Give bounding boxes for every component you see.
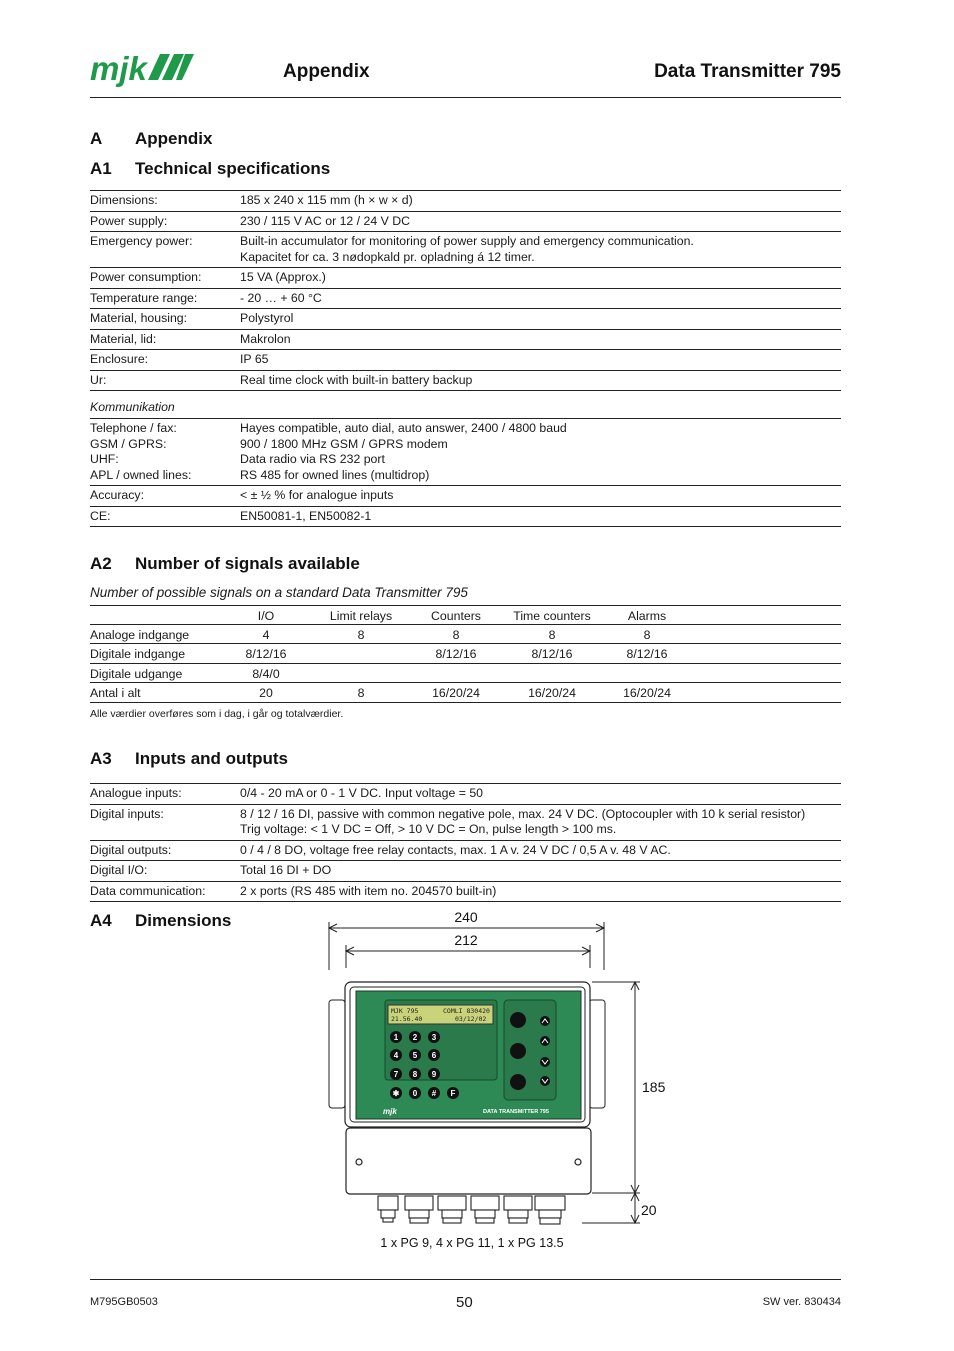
svg-text:9: 9 xyxy=(431,1070,437,1079)
spec-row: Telephone / fax: GSM / GPRS: UHF: APL / owned lines: Hayes compatible, auto dial, auto answer, 2400 / 4800 baud 900 / 1800 MHz GSM / GPRS modem Data radio via RS 232 port RS 485 for owned lines (multidrop) xyxy=(90,418,841,486)
cable-glands xyxy=(378,1196,565,1224)
io-specs-table xyxy=(90,783,841,902)
svg-text:03/12/02: 03/12/02 xyxy=(455,1015,487,1023)
header-rule xyxy=(90,97,841,98)
spec-row: Power consumption: 15 VA (Approx.) xyxy=(90,268,841,289)
signals-caption: Number of possible signals on a standard Data Transmitter 795 xyxy=(90,585,468,600)
svg-text:3: 3 xyxy=(431,1033,437,1042)
table-row: Digitale udgange 8/4/0 xyxy=(90,664,841,684)
svg-text:21.56.40: 21.56.40 xyxy=(391,1015,423,1023)
logo-text: mjk xyxy=(90,50,147,87)
spec-row: Material, housing: Polystyrol xyxy=(90,309,841,330)
spec-row: Data communication: 2 x ports (RS 485 with item no. 204570 built-in) xyxy=(90,882,841,903)
comm-heading: Kommunikation xyxy=(90,400,175,414)
svg-text:4: 4 xyxy=(393,1051,399,1060)
spec-row: Accuracy: < ± ½ % for analogue inputs xyxy=(90,486,841,507)
spec-row: Digital I/O: Total 16 DI + DO xyxy=(90,861,841,882)
section-a3-heading: A3 Inputs and outputs xyxy=(90,749,288,768)
dim-240-label: 240 xyxy=(454,909,478,925)
header-product-title: Data Transmitter 795 xyxy=(654,61,841,82)
table-row: Analoge indgange 4 8 8 8 8 xyxy=(90,625,841,645)
svg-text:2: 2 xyxy=(412,1033,418,1042)
tech-specs-table xyxy=(90,190,841,391)
spec-row: Analogue inputs: 0/4 - 20 mA or 0 - 1 V DC. Input voltage = 50 xyxy=(90,783,841,805)
footer-sw-version: SW ver. 830434 xyxy=(762,1296,841,1308)
table-row: Digitale indgange 8/12/16 8/12/16 8/12/16 8/12/16 xyxy=(90,644,841,664)
spec-row: Power supply: 230 / 115 V AC or 12 / 24 V DC xyxy=(90,212,841,233)
svg-text:0: 0 xyxy=(412,1089,418,1098)
footer-doc-id: M795GB0503 xyxy=(90,1296,158,1308)
svg-text:6: 6 xyxy=(431,1051,437,1060)
header-section-title: Appendix xyxy=(283,61,370,82)
table-row: Antal i alt 20 8 16/20/24 16/20/24 16/20/24 xyxy=(90,683,841,703)
spec-row: Digital inputs: 8 / 12 / 16 DI, passive with common negative pole, max. 24 V DC. (Optocoupler with 10 k serial resistor) Trig voltage: < 1 V DC = Off, > 10 V DC = On, pulse length > 100 ms. xyxy=(90,805,841,841)
dim-212-label: 212 xyxy=(454,932,478,948)
svg-text:8: 8 xyxy=(412,1070,418,1079)
dim-20-label: 20 xyxy=(641,1202,657,1218)
section-a4-heading: A4 Dimensions xyxy=(90,911,232,930)
section-a2-heading: A2 Number of signals available xyxy=(90,554,360,573)
dim-185-label: 185 xyxy=(642,1079,666,1095)
svg-text:7: 7 xyxy=(393,1070,399,1079)
dimension-drawing xyxy=(300,900,700,1260)
spec-row: CE: EN50081-1, EN50082-1 xyxy=(90,507,841,528)
svg-text:F: F xyxy=(450,1089,456,1098)
signals-note: Alle værdier overføres som i dag, i går og totalværdier. xyxy=(90,708,344,720)
spec-row: Dimensions: 185 x 240 x 115 mm (h × w × d) xyxy=(90,190,841,212)
page-number: 50 xyxy=(456,1294,473,1311)
svg-text:COMLI 830420: COMLI 830420 xyxy=(443,1007,490,1015)
svg-text:1: 1 xyxy=(393,1033,399,1042)
spec-row: Enclosure: IP 65 xyxy=(90,350,841,371)
spec-row: Digital outputs: 0 / 4 / 8 DO, voltage free relay contacts, max. 1 A v. 24 V DC / 0,5 A v. 48 V AC. xyxy=(90,841,841,862)
svg-text:MJK 795: MJK 795 xyxy=(391,1007,419,1015)
spec-row: Emergency power: Built-in accumulator for monitoring of power supply and emergency communication. Kapacitet for ca. 3 nødopkald pr. opladning á 12 timer. xyxy=(90,232,841,268)
gland-caption: 1 x PG 9, 4 x PG 11, 1 x PG 13.5 xyxy=(380,1236,564,1250)
svg-text:5: 5 xyxy=(412,1051,418,1060)
mjk-logo xyxy=(90,50,194,92)
svg-text:#: # xyxy=(431,1089,437,1098)
section-a1-heading: A1 Technical specifications xyxy=(90,159,331,178)
section-a-heading: A Appendix xyxy=(90,129,213,148)
svg-text:✱: ✱ xyxy=(392,1089,400,1098)
spec-row: Material, lid: Makrolon xyxy=(90,330,841,351)
spec-row: Ur: Real time clock with built-in battery backup xyxy=(90,371,841,392)
spec-row: Temperature range: - 20 … + 60 °C xyxy=(90,289,841,310)
panel-label: DATA TRANSMITTER 795 xyxy=(483,1109,549,1115)
footer-rule xyxy=(90,1279,841,1280)
table-header-row: I/O Limit relays Counters Time counters Alarms xyxy=(90,605,841,625)
signals-table xyxy=(90,605,841,703)
comm-table xyxy=(90,418,841,527)
panel-brand: mjk xyxy=(383,1107,397,1116)
